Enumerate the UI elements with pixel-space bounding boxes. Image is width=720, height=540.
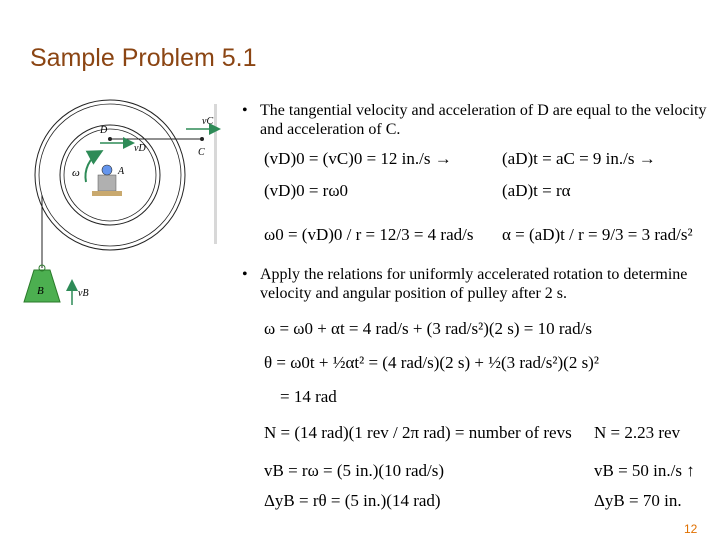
label-d: D <box>100 125 108 136</box>
point-d <box>108 137 112 141</box>
eq-adt-ralpha: (aD)t = rα <box>502 181 571 200</box>
eq-n-result: N = 2.23 rev <box>594 423 681 442</box>
equations-block-1 <box>250 140 710 260</box>
eq-theta: θ = ω0t + ½αt² = (4 rad/s)(2 s) + ½(3 rad/s²)(2 s)² <box>264 353 599 372</box>
axle-support <box>98 175 116 191</box>
page-number: 12 <box>684 522 698 536</box>
label-vb: vB <box>78 288 89 299</box>
label-a: A <box>118 166 125 177</box>
eq-vb-calc: vB = rω = (5 in.)(10 rad/s) <box>264 461 445 480</box>
axle <box>102 165 112 175</box>
eq-dyb-calc: ΔyB = rθ = (5 in.)(14 rad) <box>264 491 441 510</box>
eq-theta-result: = 14 rad <box>280 387 337 406</box>
eq-revolutions: N = (14 rad)(1 rev / 2π rad) = number of revs <box>264 423 572 442</box>
equations-block-2 <box>250 310 715 520</box>
label-omega: ω <box>72 167 80 179</box>
ground-hatch <box>92 191 122 196</box>
bullet-2 <box>242 265 710 303</box>
eq-adt-ac: (aD)t = aC = 9 in./s → <box>502 149 656 168</box>
eq-vb-result: vB = 50 in./s ↑ <box>594 461 695 480</box>
bullet-1 <box>242 101 710 139</box>
bullet-dot: • <box>242 102 248 119</box>
label-vd: vD <box>134 143 146 154</box>
label-b: B <box>37 285 44 297</box>
eq-omega0: ω0 = (vD)0 / r = 12/3 = 4 rad/s <box>264 225 474 244</box>
slide-title: Sample Problem 5.1 <box>30 44 257 72</box>
eq-vd0-rw0: (vD)0 = rω0 <box>264 181 349 200</box>
label-vc: vC <box>202 116 214 127</box>
eq-omega-final: ω = ω0 + αt = 4 rad/s + (3 rad/s²)(2 s) = 10 rad/s <box>264 319 592 338</box>
eq-dyb-result: ΔyB = 70 in. <box>594 491 682 510</box>
eq-vd0-vc0: (vD)0 = (vC)0 = 12 in./s → <box>264 149 452 168</box>
support-wall <box>214 104 217 244</box>
point-c <box>200 137 204 141</box>
bullet-1-text: The tangential velocity and acceleration of D are equal to the velocity and acceleration of C. <box>260 102 707 138</box>
bullet-dot: • <box>242 266 248 283</box>
pulley-figure <box>0 0 240 320</box>
eq-alpha: α = (aD)t / r = 9/3 = 3 rad/s² <box>502 225 693 244</box>
label-c: C <box>198 147 205 158</box>
bullet-2-text: Apply the relations for uniformly accelerated rotation to determine velocity and angular position of pulley after 2 s. <box>260 266 688 302</box>
